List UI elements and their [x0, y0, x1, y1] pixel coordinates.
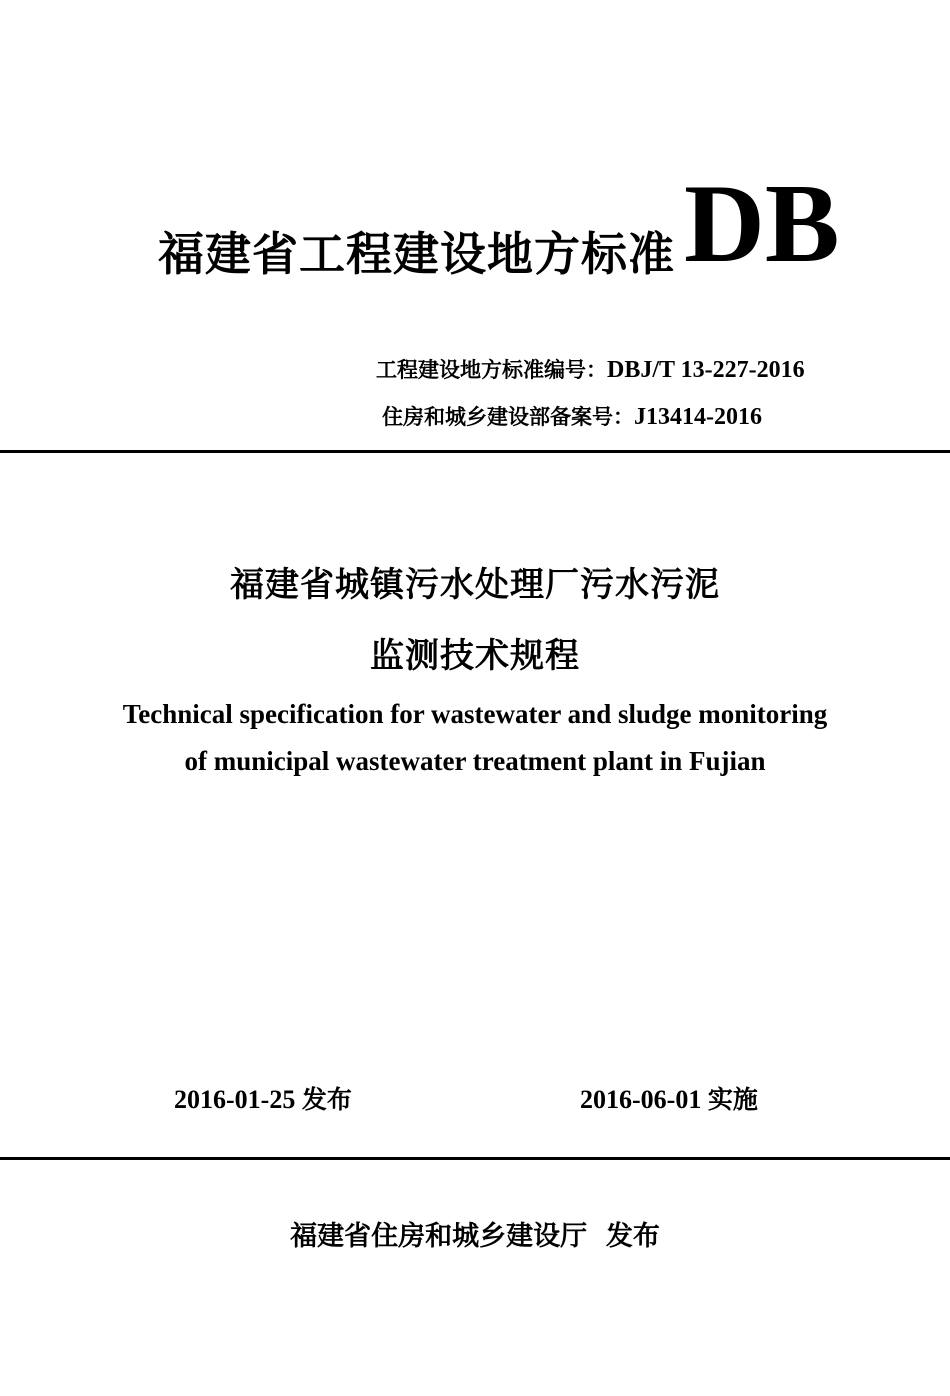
issue-date — [174, 1080, 352, 1116]
document-title-en-line1: Technical specification for wastewater and sludge monitoring — [122, 699, 828, 729]
document-title-cn-line2: 监测技术规程 — [370, 636, 580, 676]
standard-category-title: 福建省工程建设地方标准 — [158, 227, 675, 281]
publisher — [0, 1214, 950, 1253]
bottom-divider — [0, 1157, 950, 1160]
record-number — [382, 401, 762, 431]
db-mark: DB — [684, 162, 840, 286]
issue-date-label: 发布 — [301, 1085, 352, 1114]
document-title-en-line2: of municipal wastewater treatment plant in Fujian — [184, 746, 766, 776]
record-number-value: J13414-2016 — [634, 404, 762, 430]
publisher-action: 发布 — [605, 1221, 660, 1252]
standard-number-label: 工程建设地方标准编号： — [376, 358, 607, 382]
implementation-date — [580, 1080, 758, 1116]
top-divider — [0, 450, 950, 453]
record-number-label: 住房和城乡建设部备案号： — [382, 405, 634, 429]
issue-date-value: 2016-01-25 — [174, 1085, 296, 1114]
standard-number-value: DBJ/T 13-227-2016 — [607, 357, 805, 383]
publisher-name: 福建省住房和城乡建设厅 — [290, 1221, 588, 1252]
implementation-date-label: 实施 — [707, 1085, 758, 1114]
implementation-date-value: 2016-06-01 — [580, 1085, 702, 1114]
document-title-cn-line1: 福建省城镇污水处理厂污水污泥 — [230, 565, 720, 605]
standard-number — [376, 354, 805, 384]
